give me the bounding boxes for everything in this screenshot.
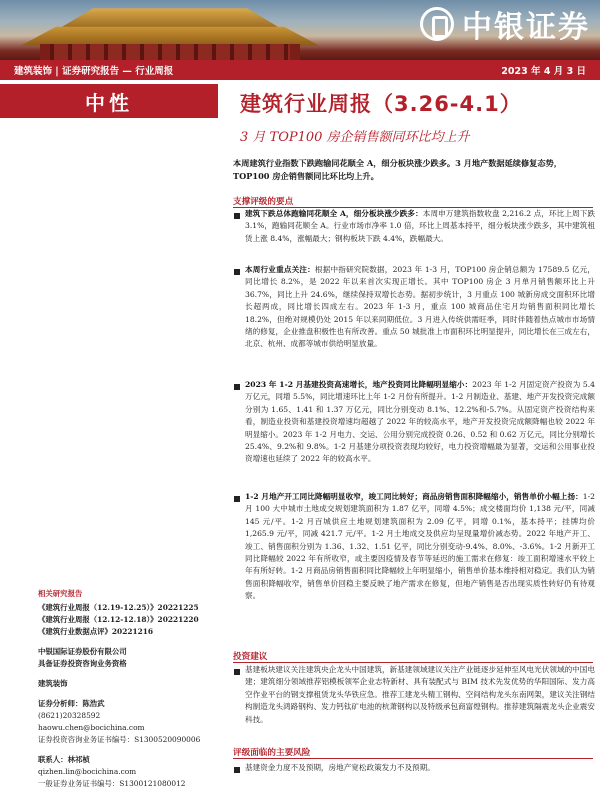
section-divider (233, 662, 593, 663)
contact-email: qizhen.lin@bocichina.com (38, 767, 137, 776)
point-paragraph-3 (245, 379, 595, 466)
report-abstract: 本周建筑行业指数下跌跑输同花顺全 A，细分板块涨少跌多。3 月地产数据延续修复态势，TOP100 房企销售额同比环比均上升。 (233, 158, 562, 181)
report-info-bar (0, 60, 600, 80)
point-text: 根据中指研究院数据，2023 年 1-3 月，TOP100 房企销总额为 17589.5 亿元，同比增长 8.2%，是 2022 年以来首次实现正增长。其中 TOP100 房企 3 月单月销售额环比上升 36.7%，同比上升 24.6%，继续保持双增长态势。据初步统计，3 月重点 100 城新房成交面积环比增长超两成，同比增长四成左右。2023 年 1-3 月，重点 100 城商品住宅月均销售面积同比增长 18.2%，但绝对规模仍处 2015 年以来同期低位。3 月进入传统供需旺季，同时伴随着热点城市市场情绪的修复，企业推盘积极性也有所改善。重点 50 城批准上市面积环比明显提升，同比增长在三成左右，北京、杭州、成都等城市供给明显放量。 (245, 265, 595, 349)
contact-title: 联系人：林祁桢 (38, 755, 90, 764)
point-text: 2023 年 1-2 月固定资产投资为 5.4 万亿元，同增 5.5%，同比增速环比上年 1-2 月份有所提升。1-2 月制造业、基建、地产开发投资完成额分别为 1.65、1.41 和 1.37 万亿元，同比分别变动 8.1%、12.2%和-5.7%。从固定资产投资结构来看，制造业投资和基建投资增速均超越了 2022 年的较高水平，地产开发投资完成额降幅也较 2022 年明显缩小。2023 年 1-2 月电力、交运、公用分别完成投资 0.26、0.52 和 0.62 万亿元，同比分别增长 25.4%、9.2%和 9.8%。1-2 月基建分项投资表现均较好，电力投资增幅最为显著，交运和公用事业投资增速也延续了 2022 年的较高水平。 (245, 380, 595, 464)
analyst-phone: (8621)20328592 (38, 711, 101, 720)
brand-logo (420, 2, 590, 46)
risk-paragraph: 基建资金力度不及预期，房地产宽松政策发力不及预期。 (245, 763, 435, 772)
point-text: 本周申万建筑指数收盘 2,216.2 点，环比上周下跌 3.1%，跑输同花顺全 A。行业市场市净率 1.0 倍，环比上周基本持平，细分板块涨少跌多，其中建筑租赁上涨 8.4%，涨幅最大；钢构板块下跌 4.4%，跌幅最大。 (245, 209, 595, 243)
palace-roof-upper (60, 6, 280, 28)
bullet-icon (234, 213, 240, 219)
related-reports-heading: 相关研究报告 (38, 589, 83, 598)
point-lead: 建筑下跌总体跑输同花顺全 A，细分板块涨少跌多： (245, 209, 423, 218)
point-lead: 本周行业重点关注： (245, 265, 315, 274)
contact-cert: 一般证券业务证书编号：S1300121080012 (38, 779, 186, 788)
point-text: 1-2 月 100 大中城市土地成交规划建筑面积为 1.87 亿平，同增 4.5%；成交楼面均价 1,138 元/平，同减 145 元/平。1-2 月百城供应土地规划建筑面积为 2.09 亿平，同增 0.1%，基本持平；挂牌均价 1,265.9 元/平，同减 421.7 元/平。1-2 月土地成交及供应均呈现量增价减态势。2022 年地产开工、竣工、销售面积分别为 1.36、1.32、1.51 亿平，同比分别变动-9.4%、8.0%、-3.6%。1-2 月新开工同比降幅较 2022 年有所收窄，或主要因疫情及春节等延迟的施工需求在修复：竣工面积增速水平较上年有所好转。1-2 月商品房销售面积同比降幅较上年明显缩小，销售单价基本维持相对稳定。我们认为销售面积降幅收窄，销售单价回稳主要反映了地产需求在修复，但地产销售是否出现实质性转好仍有待观察。 (245, 492, 595, 601)
breadcrumb: 建筑装饰 | 证券研究报告 — 行业周报 (14, 66, 174, 77)
point-lead: 1-2 月地产开工同比降幅明显收窄，竣工同比转好；商品房销售面积降幅缩小，销售单价小幅上扬： (245, 492, 583, 501)
point-lead: 2023 年 1-2 月基建投资高速增长，地产投资同比降幅明显缩小： (245, 380, 473, 389)
bullet-icon (234, 269, 240, 275)
related-report-item: 《建筑行业周报（12.12-12.18）》20221220 (38, 615, 199, 624)
report-title: 建筑行业周报（3.26-4.1） (240, 92, 522, 116)
company-name: 中银国际证券股份有限公司 (38, 647, 127, 656)
header-banner (0, 0, 600, 60)
sector-label: 建筑装饰 (38, 679, 68, 688)
related-report-item: 《建筑行业数据点评》20221216 (38, 627, 154, 636)
related-report-item: 《建筑行业周报（12.19-12.25）》20221225 (38, 603, 199, 612)
rating-badge: 中性 (0, 84, 218, 118)
bank-of-china-logo-icon (420, 7, 454, 41)
report-subtitle: 3 月 TOP100 房企销售额同环比均上升 (240, 130, 470, 145)
bullet-icon (234, 384, 240, 390)
invest-paragraph: 基建板块建议关注建筑央企龙头中国建筑，新基建领域建议关注产业链逐步延伸至风电光伏领域的中国电建；建筑细分领域推荐铝模板领军企业志特新材、具有装配式与 BIM 技术先发优势的华阳国际、发力高空作业平台的钢支撑租赁龙头华铁应急。推荐工建龙头精工钢构、空间结构龙头东南网架，建议关注钢结构制造龙头鸿路钢构、发力钙钛矿电池的杭萧钢构以及特级承包商富煌钢构。推荐建筑隔震龙头企业震安科技。 (245, 665, 595, 724)
company-qualification: 具备证券投资咨询业务资格 (38, 659, 127, 668)
section-heading-points: 支撑评级的要点 (233, 197, 294, 207)
point-paragraph-1 (245, 208, 595, 245)
palace-pillars (50, 44, 290, 60)
bullet-icon (234, 669, 240, 675)
point-paragraph-2 (245, 264, 595, 351)
bullet-icon (234, 767, 240, 773)
section-heading-invest: 投资建议 (233, 652, 268, 662)
point-paragraph-4 (245, 491, 595, 603)
section-heading-risk: 评级面临的主要风险 (233, 748, 311, 758)
brand-name: 中银证券 (462, 10, 590, 45)
report-date: 2023 年 4 月 3 日 (501, 66, 586, 77)
analyst-title: 证券分析师：陈浩武 (38, 699, 105, 708)
sidebar-info (38, 588, 228, 790)
bullet-icon (234, 496, 240, 502)
section-divider (233, 758, 593, 759)
analyst-cert: 证券投资咨询业务证书编号：S1300520090006 (38, 735, 201, 744)
analyst-email: haowu.chen@bocichina.com (38, 723, 145, 732)
